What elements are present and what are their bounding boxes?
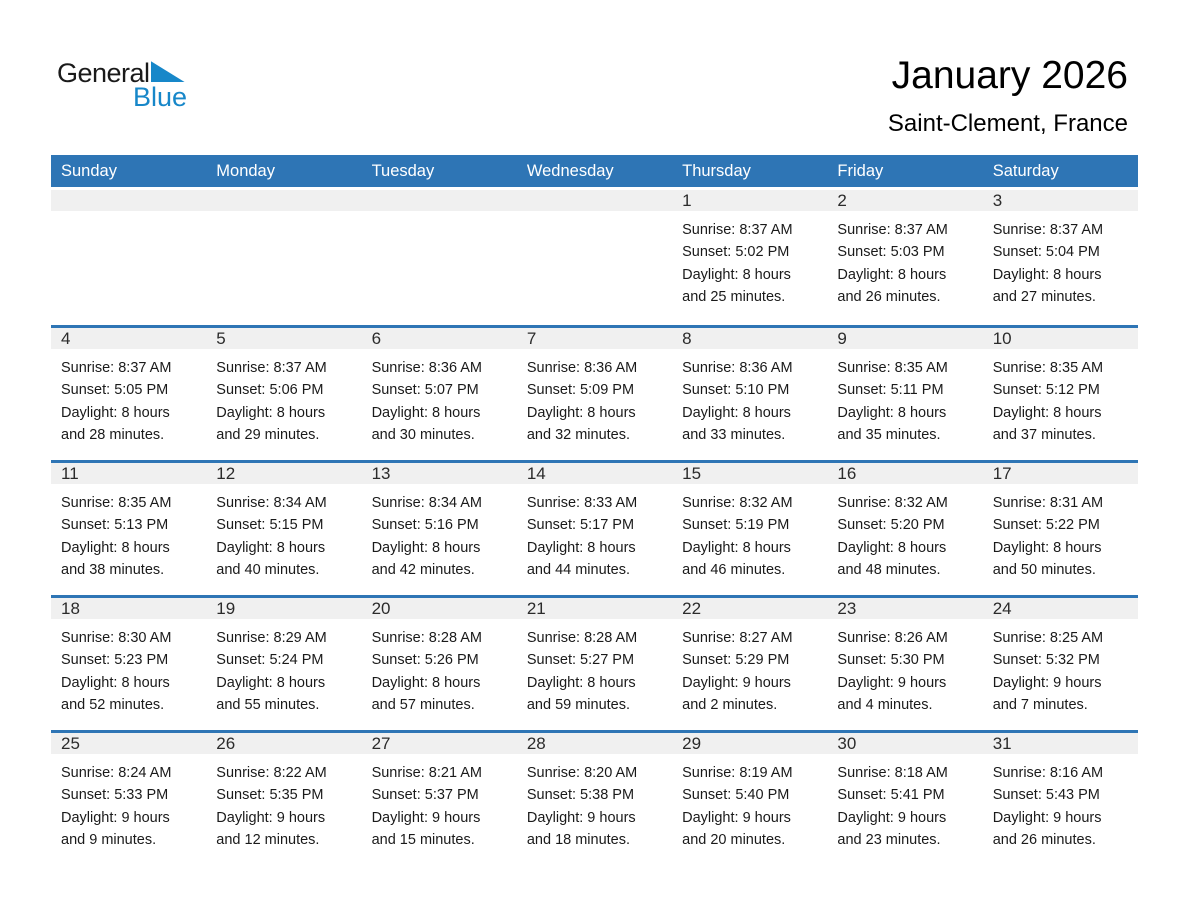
sunrise-text: Sunrise: 8:34 AM — [371, 495, 482, 511]
day-cell-16 — [827, 463, 982, 595]
daylight-text-line2: and 32 minutes. — [526, 427, 631, 444]
day-details — [672, 754, 827, 852]
daylight-text-line2: and 50 minutes. — [992, 562, 1096, 579]
daylight-text-line2: and 30 minutes. — [371, 427, 475, 444]
sunrise-text: Sunrise: 8:29 AM — [216, 630, 327, 646]
sunrise-text: Sunrise: 8:37 AM — [837, 222, 948, 238]
daylight-text-line1: Daylight: 9 hours — [216, 809, 326, 826]
daylight-text-line1: Daylight: 9 hours — [837, 809, 947, 826]
daylight-text-line2: and 23 minutes. — [837, 832, 941, 849]
sunset-text: Sunset: 5:16 PM — [371, 517, 479, 534]
day-details — [672, 211, 827, 309]
sunrise-text: Sunrise: 8:37 AM — [216, 360, 327, 376]
daylight-text-line1: Daylight: 8 hours — [682, 266, 791, 283]
sunrise-text: Sunrise: 8:22 AM — [216, 765, 327, 781]
daylight-text-line1: Daylight: 9 hours — [61, 809, 170, 826]
sunrise-text: Sunrise: 8:35 AM — [837, 360, 948, 376]
daylight-text-line2: and 26 minutes. — [992, 832, 1096, 849]
day-details — [517, 619, 672, 717]
day-details — [827, 484, 982, 582]
day-cell-17 — [983, 463, 1138, 595]
daylight-text-line2: and 57 minutes. — [371, 697, 475, 714]
day-cell-19 — [206, 598, 361, 730]
daylight-text-line1: Daylight: 9 hours — [992, 809, 1102, 826]
sunset-text: Sunset: 5:20 PM — [837, 517, 945, 534]
daylight-text-line1: Daylight: 8 hours — [61, 404, 170, 421]
day-cell-24 — [983, 598, 1138, 730]
day-number: 23 — [827, 598, 982, 619]
daylight-text-line2: and 9 minutes. — [61, 832, 157, 849]
day-details — [827, 211, 982, 309]
day-number: 22 — [672, 598, 827, 619]
day-number: 3 — [983, 190, 1138, 211]
day-details — [827, 619, 982, 717]
day-number: 14 — [517, 463, 672, 484]
day-number: 20 — [362, 598, 517, 619]
day-cell-26 — [206, 733, 361, 865]
day-number: 31 — [983, 733, 1138, 754]
sunset-text: Sunset: 5:10 PM — [682, 382, 790, 399]
sunset-text: Sunset: 5:30 PM — [837, 652, 945, 669]
sunset-text: Sunset: 5:07 PM — [371, 382, 479, 399]
sunrise-text: Sunrise: 8:36 AM — [371, 360, 482, 376]
daylight-text-line2: and 2 minutes. — [682, 697, 778, 714]
day-cell-13 — [362, 463, 517, 595]
day-details — [672, 484, 827, 582]
sunset-text: Sunset: 5:02 PM — [682, 244, 790, 261]
daylight-text-line1: Daylight: 9 hours — [371, 809, 481, 826]
day-number: 11 — [51, 463, 206, 484]
weekday-header-thursday: Thursday — [682, 162, 751, 180]
weekday-row — [51, 155, 1138, 187]
day-number: 19 — [206, 598, 361, 619]
daylight-text-line2: and 42 minutes. — [371, 562, 475, 579]
day-cell-27 — [362, 733, 517, 865]
day-number: 4 — [51, 328, 206, 349]
day-number: 21 — [517, 598, 672, 619]
sunset-text: Sunset: 5:13 PM — [61, 517, 169, 534]
sunset-text: Sunset: 5:29 PM — [682, 652, 790, 669]
daylight-text-line2: and 27 minutes. — [992, 289, 1096, 306]
sunrise-text: Sunrise: 8:20 AM — [526, 765, 638, 781]
day-cell-10 — [983, 328, 1138, 460]
day-number: 2 — [827, 190, 982, 211]
daylight-text-line2: and 38 minutes. — [61, 562, 165, 579]
daylight-text-line1: Daylight: 8 hours — [837, 539, 947, 556]
daylight-text-line2: and 35 minutes. — [837, 427, 941, 444]
sunrise-text: Sunrise: 8:25 AM — [992, 630, 1104, 646]
daylight-text-line1: Daylight: 8 hours — [992, 539, 1102, 556]
sunrise-text: Sunrise: 8:37 AM — [61, 360, 172, 376]
sunset-text: Sunset: 5:17 PM — [526, 517, 635, 534]
sunrise-text: Sunrise: 8:32 AM — [837, 495, 948, 511]
daylight-text-line1: Daylight: 8 hours — [61, 539, 170, 556]
day-details — [362, 484, 517, 582]
sunset-text: Sunset: 5:15 PM — [216, 517, 324, 534]
daylight-text-line1: Daylight: 9 hours — [992, 674, 1102, 691]
sunrise-text: Sunrise: 8:35 AM — [992, 360, 1104, 376]
sunset-text: Sunset: 5:11 PM — [837, 382, 944, 399]
day-details — [51, 484, 206, 582]
daylight-text-line1: Daylight: 8 hours — [371, 404, 481, 421]
day-number: 29 — [672, 733, 827, 754]
sunset-text: Sunset: 5:23 PM — [61, 652, 169, 669]
day-number: 10 — [983, 328, 1138, 349]
day-details — [51, 754, 206, 852]
daylight-text-line1: Daylight: 8 hours — [61, 674, 170, 691]
day-cell-22 — [672, 598, 827, 730]
day-details — [983, 349, 1138, 447]
day-number: 16 — [827, 463, 982, 484]
day-band-empty — [517, 190, 672, 211]
sunset-text: Sunset: 5:43 PM — [992, 787, 1100, 804]
logo-text-general: General — [57, 58, 150, 88]
daylight-text-line2: and 37 minutes. — [992, 427, 1096, 444]
weekday-header-saturday: Saturday — [992, 162, 1059, 180]
day-details — [206, 754, 361, 852]
day-details — [983, 484, 1138, 582]
day-details — [517, 754, 672, 852]
daylight-text-line1: Daylight: 8 hours — [371, 539, 481, 556]
sunset-text: Sunset: 5:38 PM — [526, 787, 635, 804]
daylight-text-line1: Daylight: 8 hours — [992, 266, 1102, 283]
day-cell-3 — [983, 190, 1138, 325]
day-number: 6 — [362, 328, 517, 349]
daylight-text-line2: and 29 minutes. — [216, 427, 320, 444]
daylight-text-line2: and 28 minutes. — [61, 427, 165, 444]
daylight-text-line2: and 15 minutes. — [371, 832, 475, 849]
week-row — [51, 730, 1138, 865]
day-number: 8 — [672, 328, 827, 349]
sunrise-text: Sunrise: 8:26 AM — [837, 630, 948, 646]
title-block — [888, 55, 1128, 137]
sunset-text: Sunset: 5:32 PM — [992, 652, 1100, 669]
day-details — [206, 484, 361, 582]
sunset-text: Sunset: 5:40 PM — [682, 787, 790, 804]
daylight-text-line1: Daylight: 8 hours — [682, 539, 791, 556]
day-details — [827, 754, 982, 852]
daylight-text-line1: Daylight: 8 hours — [837, 266, 947, 283]
empty-day-cell — [206, 190, 361, 325]
page-title: January 2026 — [891, 54, 1128, 97]
sunrise-text: Sunrise: 8:37 AM — [992, 222, 1104, 238]
daylight-text-line2: and 40 minutes. — [216, 562, 320, 579]
day-cell-15 — [672, 463, 827, 595]
daylight-text-line2: and 33 minutes. — [682, 427, 786, 444]
day-number: 9 — [827, 328, 982, 349]
daylight-text-line1: Daylight: 8 hours — [371, 674, 481, 691]
day-details — [672, 349, 827, 447]
day-details — [983, 619, 1138, 717]
day-cell-7 — [517, 328, 672, 460]
day-cell-14 — [517, 463, 672, 595]
day-number: 26 — [206, 733, 361, 754]
daylight-text-line1: Daylight: 8 hours — [837, 404, 947, 421]
day-details — [362, 349, 517, 447]
day-band-empty — [206, 190, 361, 211]
day-number: 7 — [517, 328, 672, 349]
day-number: 1 — [672, 190, 827, 211]
day-cell-6 — [362, 328, 517, 460]
daylight-text-line1: Daylight: 9 hours — [682, 674, 791, 691]
day-details — [827, 349, 982, 447]
day-number: 25 — [51, 733, 206, 754]
day-cell-1 — [672, 190, 827, 325]
sunrise-text: Sunrise: 8:28 AM — [371, 630, 482, 646]
weekday-header-friday: Friday — [837, 162, 884, 180]
day-number: 13 — [362, 463, 517, 484]
day-number: 15 — [672, 463, 827, 484]
daylight-text-line2: and 52 minutes. — [61, 697, 165, 714]
sunset-text: Sunset: 5:19 PM — [682, 517, 790, 534]
week-row — [51, 460, 1138, 595]
day-number: 30 — [827, 733, 982, 754]
sunset-text: Sunset: 5:09 PM — [526, 382, 635, 399]
day-details — [517, 349, 672, 447]
empty-day-cell — [362, 190, 517, 325]
sunrise-text: Sunrise: 8:37 AM — [682, 222, 793, 238]
sunrise-text: Sunrise: 8:35 AM — [61, 495, 172, 511]
sunset-text: Sunset: 5:12 PM — [992, 382, 1100, 399]
sunset-text: Sunset: 5:22 PM — [992, 517, 1100, 534]
daylight-text-line1: Daylight: 9 hours — [837, 674, 947, 691]
sunset-text: Sunset: 5:33 PM — [61, 787, 169, 804]
sunrise-text: Sunrise: 8:36 AM — [682, 360, 793, 376]
daylight-text-line2: and 55 minutes. — [216, 697, 320, 714]
day-cell-29 — [672, 733, 827, 865]
weekday-header-sunday: Sunday — [61, 162, 117, 180]
sunrise-text: Sunrise: 8:27 AM — [682, 630, 793, 646]
sunrise-text: Sunrise: 8:31 AM — [992, 495, 1104, 511]
sunrise-text: Sunrise: 8:21 AM — [371, 765, 482, 781]
sunset-text: Sunset: 5:27 PM — [526, 652, 635, 669]
day-band-empty — [51, 190, 206, 211]
daylight-text-line1: Daylight: 9 hours — [682, 809, 791, 826]
sunset-text: Sunset: 5:37 PM — [371, 787, 479, 804]
sunset-text: Sunset: 5:41 PM — [837, 787, 945, 804]
day-number: 27 — [362, 733, 517, 754]
logo-text-blue: Blue — [133, 82, 188, 112]
sunrise-text: Sunrise: 8:18 AM — [837, 765, 948, 781]
sunrise-text: Sunrise: 8:36 AM — [526, 360, 638, 376]
day-number: 5 — [206, 328, 361, 349]
day-cell-12 — [206, 463, 361, 595]
daylight-text-line2: and 20 minutes. — [682, 832, 786, 849]
day-details — [206, 619, 361, 717]
daylight-text-line2: and 4 minutes. — [837, 697, 933, 714]
day-cell-23 — [827, 598, 982, 730]
sunset-text: Sunset: 5:24 PM — [216, 652, 324, 669]
day-details — [362, 619, 517, 717]
day-details — [517, 484, 672, 582]
day-details — [51, 619, 206, 717]
daylight-text-line1: Daylight: 8 hours — [216, 539, 326, 556]
daylight-text-line2: and 12 minutes. — [216, 832, 320, 849]
calendar-table — [51, 155, 1138, 865]
day-cell-8 — [672, 328, 827, 460]
daylight-text-line1: Daylight: 8 hours — [526, 674, 636, 691]
sunrise-text: Sunrise: 8:24 AM — [61, 765, 172, 781]
daylight-text-line2: and 44 minutes. — [526, 562, 631, 579]
day-number: 18 — [51, 598, 206, 619]
calendar-weeks — [51, 190, 1138, 865]
sunset-text: Sunset: 5:35 PM — [216, 787, 324, 804]
day-cell-5 — [206, 328, 361, 460]
daylight-text-line1: Daylight: 8 hours — [526, 539, 636, 556]
sunset-text: Sunset: 5:03 PM — [837, 244, 945, 261]
day-details — [206, 349, 361, 447]
day-details — [51, 349, 206, 447]
sunrise-text: Sunrise: 8:28 AM — [526, 630, 638, 646]
empty-day-cell — [51, 190, 206, 325]
daylight-text-line1: Daylight: 8 hours — [526, 404, 636, 421]
page-subtitle: Saint-Clement, France — [887, 109, 1128, 137]
day-cell-11 — [51, 463, 206, 595]
week-row — [51, 595, 1138, 730]
day-cell-25 — [51, 733, 206, 865]
daylight-text-line1: Daylight: 8 hours — [992, 404, 1102, 421]
daylight-text-line1: Daylight: 8 hours — [216, 404, 326, 421]
daylight-text-line1: Daylight: 8 hours — [216, 674, 326, 691]
day-cell-18 — [51, 598, 206, 730]
day-details — [983, 754, 1138, 852]
day-number: 17 — [983, 463, 1138, 484]
day-cell-4 — [51, 328, 206, 460]
sunset-text: Sunset: 5:26 PM — [371, 652, 479, 669]
day-number: 24 — [983, 598, 1138, 619]
sunrise-text: Sunrise: 8:32 AM — [682, 495, 793, 511]
daylight-text-line2: and 48 minutes. — [837, 562, 941, 579]
week-row — [51, 325, 1138, 460]
day-band-empty — [362, 190, 517, 211]
daylight-text-line2: and 46 minutes. — [682, 562, 786, 579]
day-cell-20 — [362, 598, 517, 730]
weekday-header-tuesday: Tuesday — [371, 162, 435, 180]
day-number: 28 — [517, 733, 672, 754]
day-cell-30 — [827, 733, 982, 865]
daylight-text-line2: and 18 minutes. — [526, 832, 631, 849]
week-row — [51, 190, 1138, 325]
general-blue-logo — [57, 60, 187, 111]
sunrise-text: Sunrise: 8:34 AM — [216, 495, 327, 511]
daylight-text-line1: Daylight: 8 hours — [682, 404, 791, 421]
day-cell-21 — [517, 598, 672, 730]
day-cell-2 — [827, 190, 982, 325]
daylight-text-line2: and 59 minutes. — [526, 697, 631, 714]
logo-triangle-icon — [151, 61, 185, 82]
day-cell-28 — [517, 733, 672, 865]
weekday-header-monday: Monday — [216, 162, 275, 180]
sunrise-text: Sunrise: 8:16 AM — [992, 765, 1104, 781]
empty-day-cell — [517, 190, 672, 325]
daylight-text-line2: and 25 minutes. — [682, 289, 786, 306]
day-details — [672, 619, 827, 717]
day-cell-9 — [827, 328, 982, 460]
daylight-text-line1: Daylight: 9 hours — [526, 809, 636, 826]
weekday-header-wednesday: Wednesday — [526, 162, 614, 180]
day-details — [983, 211, 1138, 309]
sunrise-text: Sunrise: 8:30 AM — [61, 630, 172, 646]
sunset-text: Sunset: 5:05 PM — [61, 382, 169, 399]
daylight-text-line2: and 26 minutes. — [837, 289, 941, 306]
sunrise-text: Sunrise: 8:33 AM — [526, 495, 638, 511]
daylight-text-line2: and 7 minutes. — [992, 697, 1088, 714]
sunset-text: Sunset: 5:04 PM — [992, 244, 1100, 261]
day-number: 12 — [206, 463, 361, 484]
sunset-text: Sunset: 5:06 PM — [216, 382, 324, 399]
sunrise-text: Sunrise: 8:19 AM — [682, 765, 793, 781]
day-details — [362, 754, 517, 852]
day-cell-31 — [983, 733, 1138, 865]
